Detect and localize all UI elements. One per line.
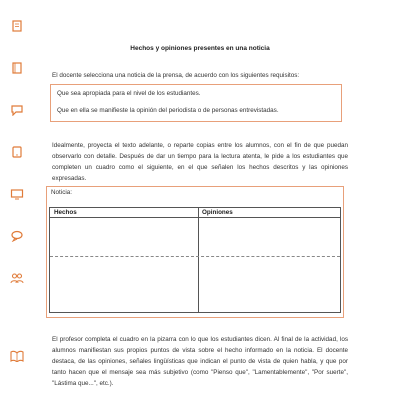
header-opinions: Opiniones — [202, 209, 233, 216]
notebook-icon — [10, 62, 24, 74]
book-icon — [10, 350, 24, 362]
tv-icon — [10, 188, 24, 200]
document-title: Hechos y opiniones presentes en una noticia — [130, 45, 270, 52]
requirements-box — [50, 84, 342, 122]
table-label: Noticia: — [51, 189, 72, 196]
tablet-icon — [10, 146, 24, 158]
intro-text: El docente selecciona una noticia de la prensa, de acuerdo con los siguientes requisitos: — [52, 72, 300, 79]
column-divider — [198, 208, 199, 312]
speech-bubble-icon — [10, 230, 24, 242]
people-icon — [10, 272, 24, 284]
doc-icon — [10, 20, 24, 32]
facts-opinions-table — [49, 207, 341, 313]
instructions-paragraph: Idealmente, proyecta el texto adelante, o reparte copias entre los alumnos, con el fin de que puedan observarlo con detalle. Después de dar un tiempo para la lectura atenta, le pide a los estudiantes que completen un cuadro como el siguiente, en el que señalen los hechos descritos y las opiniones expresadas. — [52, 142, 348, 182]
closing-paragraph: El profesor completa el cuadro en la pizarra con lo que los estudiantes dicen. Al final de la actividad, los alumnos manifiestan sus propios puntos de vista sobre el hecho informado en la noticia. El docente destaca, de las opiniones, señales lingüísticas que indican el punto de vista de quien habla, y que por tanto hacen que el mensaje sea más subjetivo (como "Pienso que", "Lamentablemente", "Por suerte", "Lástima que...", etc.). — [52, 336, 348, 387]
chat-icon — [10, 104, 24, 116]
row-divider — [50, 256, 340, 257]
requirement-2: Que en ella se manifieste la opinión del periodista o de personas entrevistadas. — [57, 107, 279, 114]
table-header — [50, 208, 340, 218]
requirement-1: Que sea apropiada para el nivel de los estudiantes. — [57, 90, 201, 97]
activity-table-box — [46, 186, 344, 318]
header-facts: Hechos — [54, 209, 77, 216]
